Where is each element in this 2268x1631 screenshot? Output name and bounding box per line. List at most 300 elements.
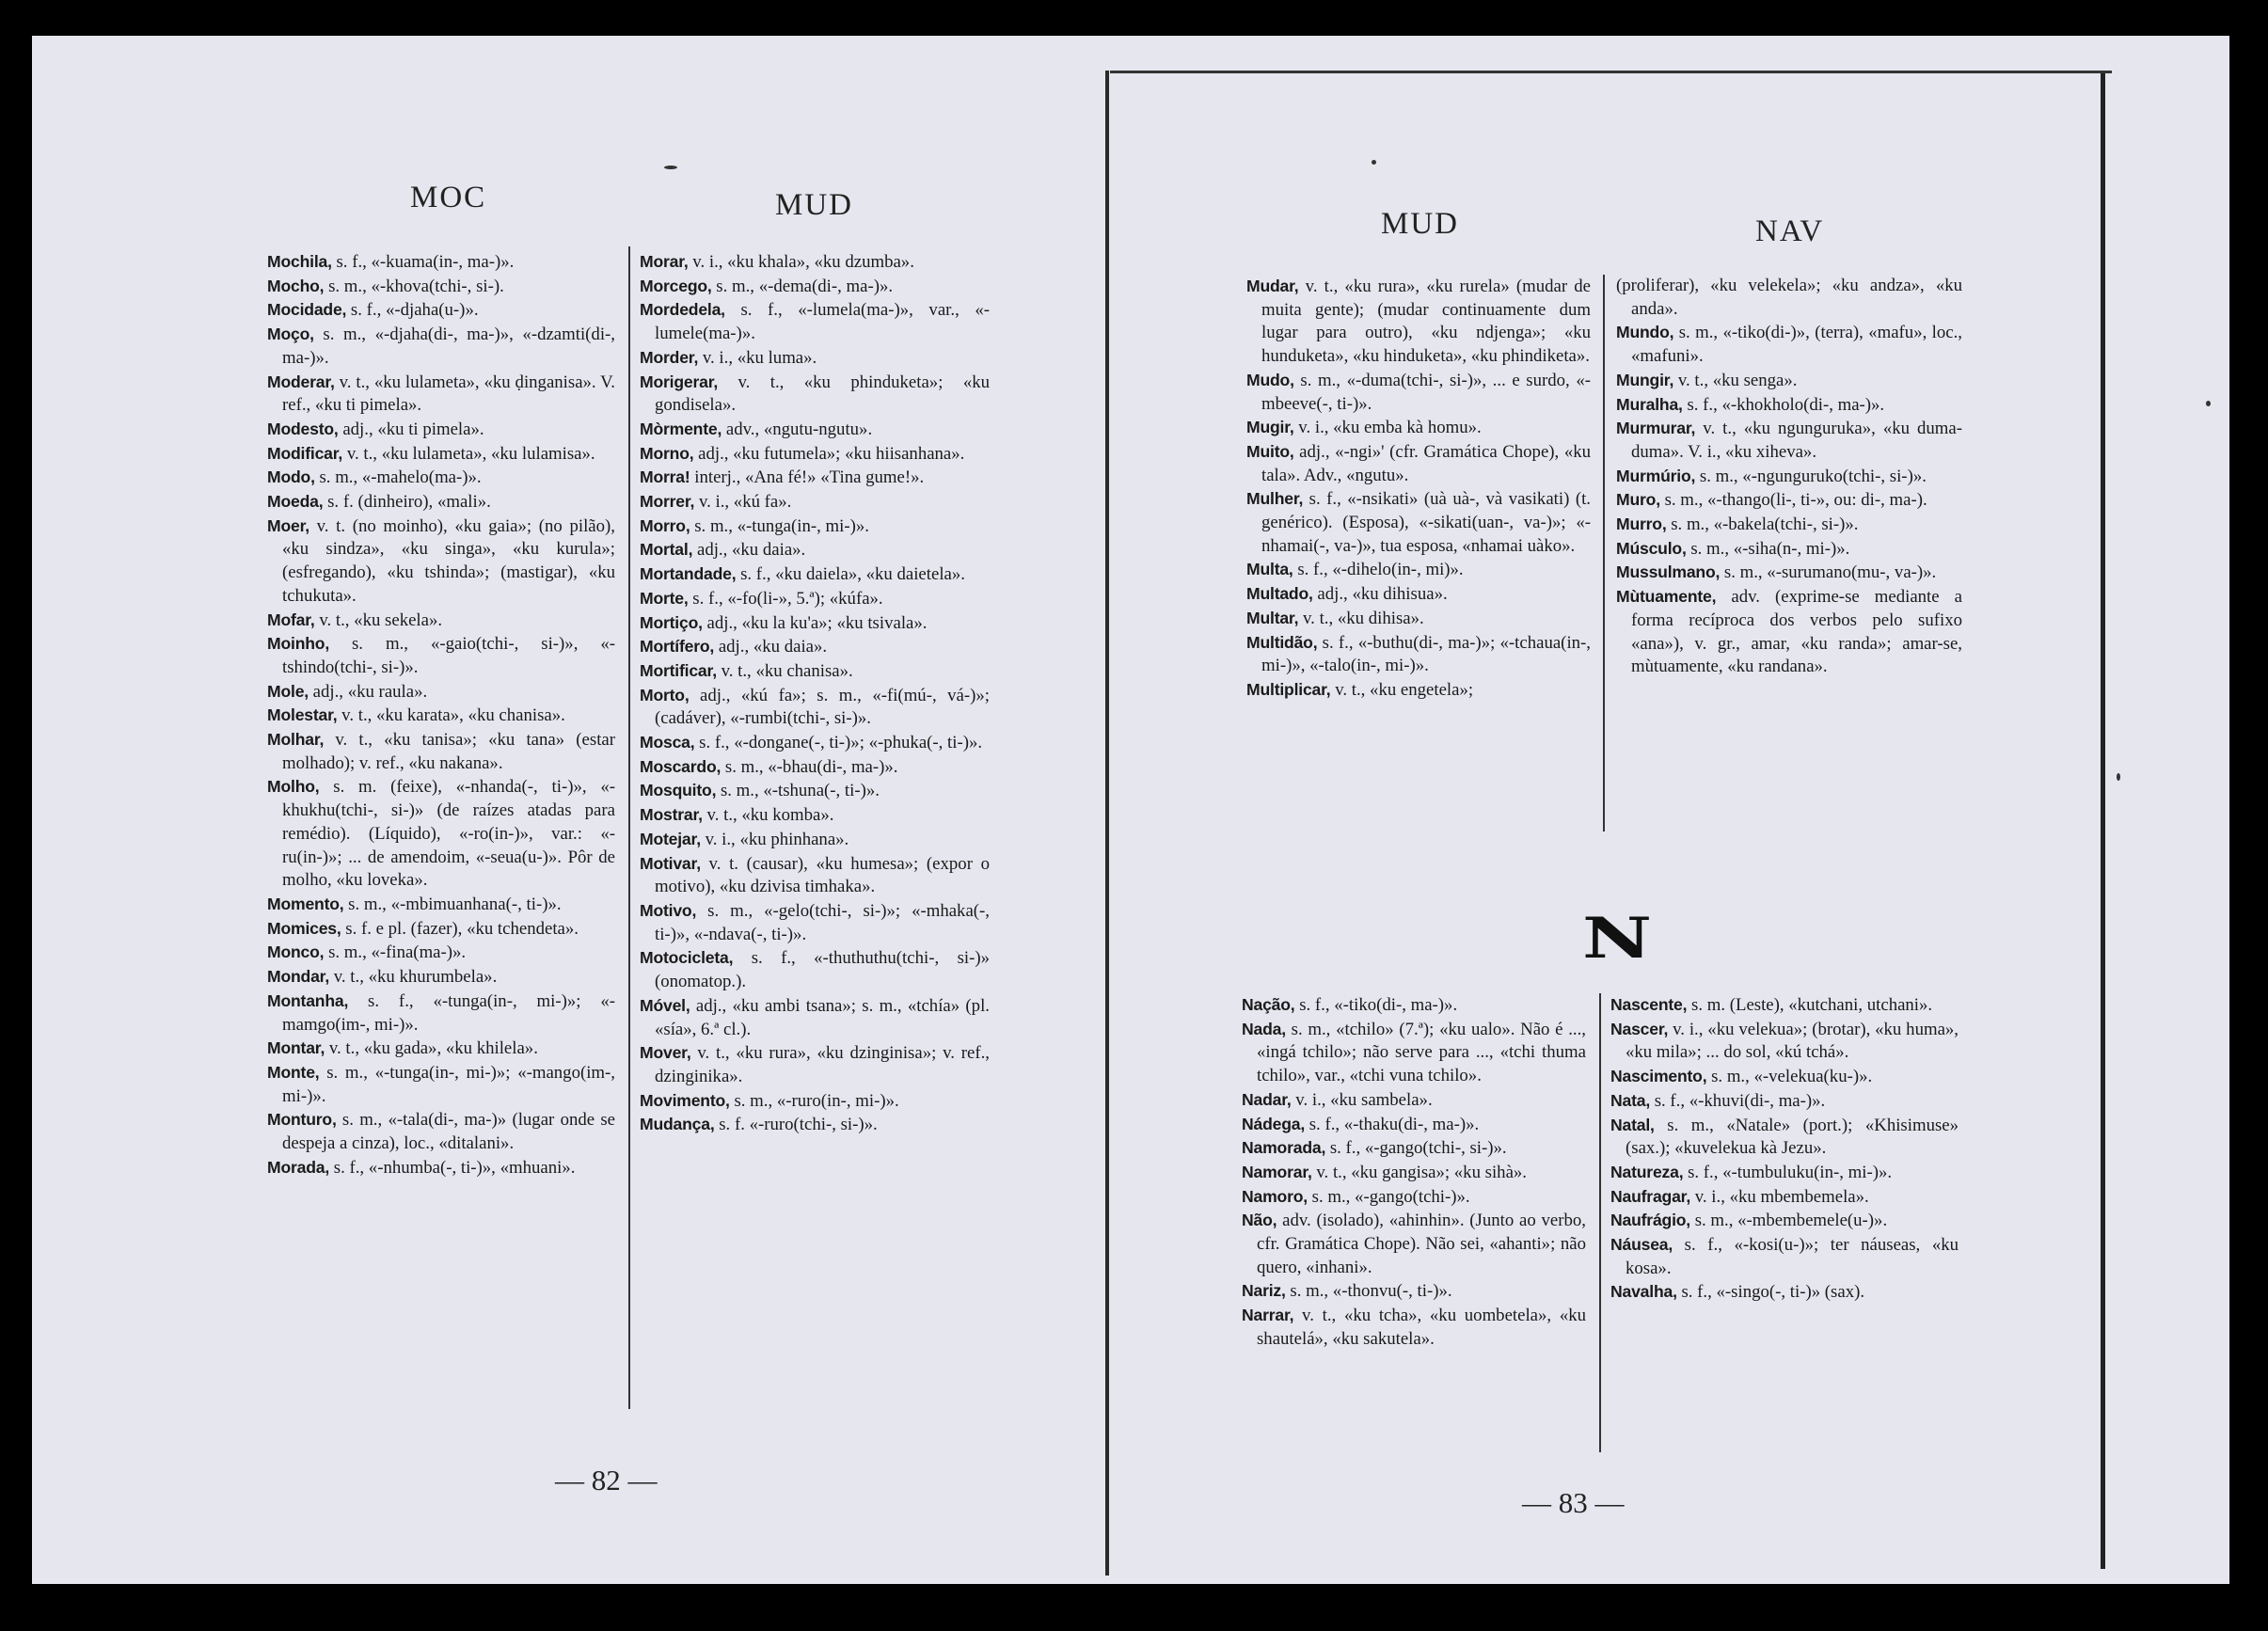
entry-headword: Muralha, xyxy=(1616,394,1683,414)
entry-headword: Mortandade, xyxy=(640,564,737,584)
entry-definition: v. i., «ku emba kà homu». xyxy=(1293,418,1482,438)
dictionary-entry xyxy=(1242,1185,1586,1210)
dictionary-entry xyxy=(640,1041,990,1088)
page-83 xyxy=(1107,36,2229,1584)
entry-definition: s. f., «-thaku(di-, ma-)». xyxy=(1305,1114,1480,1134)
entry-headword: Nádega, xyxy=(1242,1114,1306,1133)
entry-definition: v. t., «ku chanisa». xyxy=(716,660,853,681)
dictionary-entry xyxy=(1610,1018,1959,1065)
dictionary-entry xyxy=(1246,558,1591,582)
dictionary-entry xyxy=(1242,1161,1586,1185)
dictionary-entry xyxy=(640,346,990,371)
dictionary-entry xyxy=(267,298,615,323)
dictionary-entry xyxy=(267,990,615,1037)
entry-headword: Namorada, xyxy=(1242,1138,1326,1158)
dictionary-entry xyxy=(267,680,615,705)
entry-definition: s. m., «-dema(di-, ma-)». xyxy=(711,276,894,296)
entry-headword: Moer, xyxy=(267,515,309,535)
dictionary-entry xyxy=(1246,440,1591,487)
entry-definition: s. f. «-ruro(tchi-, si-)». xyxy=(714,1115,878,1135)
entry-headword: Mòrmente, xyxy=(640,419,722,438)
entry-headword: Mudar, xyxy=(1246,277,1299,295)
dictionary-entry xyxy=(640,828,990,852)
dictionary-entry xyxy=(1246,582,1591,607)
entry-definition: s. m., «-surumano(mu-, va-)». xyxy=(1720,562,1937,583)
dictionary-entry xyxy=(1246,631,1591,678)
entry-definition: s. m., «-tiko(di-)», (terra), «mafu», loc., «mafuni». xyxy=(1631,323,1962,367)
entry-definition: s. m., «-mbimuanhana(-, ti-)». xyxy=(343,894,562,914)
dictionary-entry xyxy=(640,418,990,442)
entry-headword: Mudança, xyxy=(640,1115,715,1134)
dictionary-entry xyxy=(267,1037,615,1061)
entry-headword: Mocho, xyxy=(267,276,325,295)
entry-definition: v. t., «ku senga». xyxy=(1673,370,1798,390)
entry-headword: Morte, xyxy=(640,588,689,608)
entry-definition: s. f. e pl. (fazer), «ku tchendeta». xyxy=(341,918,579,939)
entry-headword: Momices, xyxy=(267,918,341,938)
dictionary-entry xyxy=(1246,487,1591,558)
entry-headword: Multa, xyxy=(1246,560,1293,579)
entry-definition: v. t., «ku dihisa». xyxy=(1298,608,1424,628)
entry-definition: adj., «ku la ku'a»; «ku tsivala». xyxy=(702,612,928,633)
dictionary-entry xyxy=(1616,488,1962,513)
entry-headword: Não, xyxy=(1242,1211,1277,1230)
entry-headword: Morigerar, xyxy=(640,372,719,391)
entry-headword: Mungir, xyxy=(1616,370,1674,389)
entry-definition: s. f., «-tunga(in-, mi-)»; «-mamgo(im-, mi-)». xyxy=(282,990,615,1035)
dictionary-entry xyxy=(1616,275,1962,321)
dictionary-entry xyxy=(1610,1161,1959,1185)
dictionary-entry xyxy=(640,515,990,539)
entry-definition: s. m., «-djaha(di-, ma-)», «-dzamti(di-, ma-)». xyxy=(282,325,615,368)
entry-definition: v. t., «ku lulameta», «ku lulamisa». xyxy=(342,443,595,464)
dictionary-entry xyxy=(640,659,990,684)
right-header-first-word: MUD xyxy=(1381,207,1460,241)
entry-definition: s. f., «-tiko(di-, ma-)». xyxy=(1294,995,1458,1015)
entry-headword: Mortífero, xyxy=(640,637,715,657)
dictionary-entry xyxy=(1246,678,1591,703)
entry-headword: Muro, xyxy=(1616,490,1660,510)
dictionary-entry xyxy=(640,587,990,611)
entry-definition: v. t., «ku rura», «ku dzinginisa»; v. ref., dzinginika». xyxy=(655,1043,990,1086)
left-column-2 xyxy=(640,250,990,1137)
frame-line-top xyxy=(1110,71,2112,73)
dictionary-entry xyxy=(267,250,615,275)
entry-definition: s. m., «-duma(tchi-, si-)», ... e surdo, «-mbeeve(-, ti-)». xyxy=(1261,370,1591,414)
entry-headword: Narrar, xyxy=(1242,1306,1294,1325)
dictionary-entry xyxy=(267,466,615,490)
entry-headword: Murro, xyxy=(1616,515,1667,534)
dictionary-entry xyxy=(640,562,990,587)
dictionary-entry xyxy=(1616,369,1962,393)
dictionary-entry xyxy=(1242,1018,1586,1088)
entry-definition: s. m., «-mbembemele(u-)». xyxy=(1690,1211,1888,1231)
entry-headword: Motocicleta, xyxy=(640,948,734,968)
page-spine xyxy=(1105,71,1109,1576)
entry-definition: s. f., «-dihelo(in-, mi)». xyxy=(1293,560,1464,580)
entry-definition: s. f. (dinheiro), «mali». xyxy=(323,492,491,513)
dictionary-entry xyxy=(1616,561,1962,585)
entry-definition: adj., «ku dihisua». xyxy=(1312,584,1448,605)
entry-definition: s. m., «-tala(di-, ma-)» (lugar onde se despeja a cinza), loc., «ditalani». xyxy=(282,1110,615,1154)
entry-definition: s. f., «-khuvi(di-, ma-)». xyxy=(1650,1090,1826,1111)
entry-headword: Mortal, xyxy=(640,540,693,560)
dictionary-entry xyxy=(640,1113,990,1137)
entry-headword: Momento, xyxy=(267,894,344,913)
dictionary-entry xyxy=(640,298,990,345)
entry-definition: v. t., «ku engetela»; xyxy=(1330,679,1474,700)
entry-headword: Nascente, xyxy=(1610,995,1688,1014)
dictionary-entry xyxy=(640,684,990,731)
dictionary-entry xyxy=(1610,1065,1959,1089)
entry-headword: Nada, xyxy=(1242,1019,1286,1038)
entry-headword: Modesto, xyxy=(267,419,339,438)
entry-definition: v. t., «ku lulameta», «ku ḍinganisa». V. ref., «ku ti pimela». xyxy=(282,372,615,416)
entry-headword: Natureza, xyxy=(1610,1162,1684,1181)
entry-definition: v. t., «ku rura», «ku rurela» (mudar de muita gente); (mudar continuamente dum lugar para outro), «ku ndjenga»; «ku hunduketa», «ku hinduketa», «ku phindiketa». xyxy=(1261,277,1591,367)
dictionary-entry xyxy=(1242,1136,1586,1161)
entry-headword: Moderar, xyxy=(267,372,335,391)
entry-definition: v. t., «ku karata», «ku chanisa». xyxy=(337,705,565,726)
dictionary-entry xyxy=(267,632,615,679)
entry-definition: v. t., «ku sekela». xyxy=(314,610,443,630)
entry-headword: Mover, xyxy=(640,1043,691,1063)
entry-definition: s. f., «-fo(li-», 5.ª); «kúfa». xyxy=(688,588,883,609)
dictionary-entry xyxy=(267,371,615,418)
dictionary-entry xyxy=(267,1156,615,1180)
dictionary-entry xyxy=(1610,1185,1959,1210)
entry-headword: Mudo, xyxy=(1246,370,1294,389)
scan-speck xyxy=(1372,160,1376,165)
entry-headword: Moscardo, xyxy=(640,756,722,776)
entry-definition: interj., «Ana fé!» «Tina gume!». xyxy=(690,467,925,488)
entry-definition: s. m., «Natale» (port.); «Khisimuse» (sax.); «kuvelekua kà Jezu». xyxy=(1626,1115,1959,1159)
entry-headword: Morar, xyxy=(640,252,689,271)
entry-headword: Montar, xyxy=(267,1038,325,1058)
entry-headword: Nadar, xyxy=(1242,1089,1292,1109)
dictionary-entry xyxy=(640,466,990,490)
entry-definition: s. f., «-nsikati» (uà uà-, và vasikati) (t. genérico). (Esposa), «-sikati(uan-, va-)»; «-nhamai(-, va-)», tua esposa, «nhamai uàko». xyxy=(1261,489,1591,556)
entry-definition: s. f., «-lumela(ma-)», var., «-lumele(ma-)». xyxy=(655,300,990,344)
dictionary-entry xyxy=(1242,993,1586,1018)
dictionary-entry xyxy=(1610,1233,1959,1280)
column-divider-bottom xyxy=(1599,993,1601,1452)
dictionary-entry xyxy=(640,275,990,299)
entry-headword: Motivo, xyxy=(640,900,697,920)
dictionary-entry xyxy=(1610,1114,1959,1161)
entry-headword: Mussulmano, xyxy=(1616,562,1721,582)
entry-definition: s. m., «-gelo(tchi-, si-)»; «-mhaka(-, ti-)», «-ndava(-, ti-)». xyxy=(655,900,990,944)
dictionary-entry xyxy=(1242,1113,1586,1137)
dictionary-entry xyxy=(267,941,615,965)
dictionary-entry xyxy=(1610,993,1959,1018)
entry-definition: v. i., «ku khala», «ku dzumba». xyxy=(688,252,914,272)
dictionary-entry xyxy=(640,442,990,467)
dictionary-entry xyxy=(640,731,990,755)
scan-speck xyxy=(2117,773,2120,781)
entry-definition: s. f., «-gango(tchi-, si-)». xyxy=(1325,1138,1507,1159)
right-column-2-bottom xyxy=(1610,993,1959,1305)
entry-headword: Modificar, xyxy=(267,443,343,463)
dictionary-entry xyxy=(640,1089,990,1114)
entry-definition: v. t., «ku gada», «ku khilela». xyxy=(325,1038,538,1059)
dictionary-entry xyxy=(1610,1089,1959,1114)
dictionary-entry xyxy=(640,994,990,1041)
entry-definition: (proliferar), «ku velekela»; «ku andza», «ku anda». xyxy=(1616,276,1962,319)
dictionary-entry xyxy=(1246,416,1591,440)
dictionary-entry xyxy=(640,538,990,562)
entry-headword: Mortiço, xyxy=(640,612,703,632)
dictionary-entry xyxy=(267,965,615,990)
entry-headword: Namorar, xyxy=(1242,1162,1312,1181)
entry-definition: v. t., «ku tanisa»; «ku tana» (estar molhado); v. ref., «ku nakana». xyxy=(282,730,615,773)
right-header-last-word: NAV xyxy=(1755,214,1825,248)
entry-definition: s. m., «-mahelo(ma-)». xyxy=(314,467,482,488)
entry-definition: s. m. (feixe), «-nhanda(-, ti-)», «-khukhu(tchi-, si-)» (de raízes atadas para remédio). (Líquido), «-ro(in-)», var.: «-ru(in-)»; ... de amendoim, «-seua(u-)». Pôr de molho, «ku loveka». xyxy=(282,777,615,891)
dictionary-entry xyxy=(1246,275,1591,369)
entry-headword: Molestar, xyxy=(267,705,338,725)
entry-definition: s. m., «-velekua(ku-)». xyxy=(1706,1067,1873,1087)
dictionary-entry xyxy=(1616,417,1962,464)
entry-definition: s. m., «-gango(tchi-)». xyxy=(1307,1186,1470,1207)
entry-headword: Morder, xyxy=(640,347,699,367)
dictionary-entry xyxy=(1610,1280,1959,1305)
entry-definition: v. t., «ku phinduketa»; «ku gondisela». xyxy=(655,372,990,416)
entry-headword: Mosca, xyxy=(640,733,695,752)
entry-definition: adj., «-ngi»' (cfr. Gramática Chope), «ku tala». Adv., «ngutu». xyxy=(1261,441,1591,485)
entry-definition: adj., «kú fa»; s. m., «-fi(mú-, vá-)»; (cadáver), «-rumbi(tchi-, si-)». xyxy=(655,685,990,729)
entry-definition: s. m., «-bakela(tchi-, si-)». xyxy=(1666,515,1859,535)
entry-definition: s. m., «-fina(ma-)». xyxy=(324,942,467,963)
entry-headword: Multar, xyxy=(1246,608,1299,627)
section-letter-n: N xyxy=(1582,906,1653,972)
entry-definition: v. t., «ku komba». xyxy=(702,805,834,826)
dictionary-entry xyxy=(1616,321,1962,368)
dictionary-entry xyxy=(1616,393,1962,418)
entry-headword: Nação, xyxy=(1242,995,1295,1014)
entry-definition: s. m., «-thango(li-, ti-», ou: di-, ma-). xyxy=(1659,490,1927,511)
entry-definition: s. m., «-bhau(di-, ma-)». xyxy=(721,756,898,777)
entry-definition: s. m., «-ruro(in-, mi-)». xyxy=(729,1090,899,1111)
dictionary-entry xyxy=(640,946,990,993)
entry-definition: s. f., «-buthu(di-, ma-)»; «-tchaua(in-, mi-)», «-talo(in-, mi-)». xyxy=(1261,632,1591,676)
entry-headword: Muito, xyxy=(1246,441,1294,461)
left-header-last-word: MUD xyxy=(775,188,854,222)
dictionary-entry xyxy=(267,893,615,917)
dictionary-entry xyxy=(640,250,990,275)
dictionary-entry xyxy=(640,490,990,515)
dictionary-entry xyxy=(1242,1209,1586,1279)
entry-headword: Mugir, xyxy=(1246,418,1294,437)
dictionary-entry xyxy=(267,728,615,775)
entry-definition: adv. (exprime-se mediante a forma recíproca dos verbos pelo sufixo «ana»), v. gr., amar, «ku randa»; amar-se, mùtuamente, «ku randana». xyxy=(1631,587,1962,677)
dictionary-entry xyxy=(267,418,615,442)
dictionary-entry xyxy=(267,609,615,633)
entry-headword: Monturo, xyxy=(267,1110,337,1130)
entry-headword: Náusea, xyxy=(1610,1235,1673,1255)
entry-definition: s. m., «-tshuna(-, ti-)». xyxy=(716,781,880,801)
entry-headword: Morcego, xyxy=(640,276,712,295)
left-column-1 xyxy=(267,250,615,1180)
entry-headword: Naufrágio, xyxy=(1610,1211,1690,1230)
entry-definition: adv., «ngutu-ngutu». xyxy=(722,419,873,439)
entry-headword: Mosquito, xyxy=(640,781,717,800)
dictionary-entry xyxy=(267,1108,615,1155)
entry-definition: s. f., «-thuthuthu(tchi-, si-)» (onomatop.). xyxy=(655,948,990,992)
entry-headword: Nascimento, xyxy=(1610,1067,1707,1086)
entry-headword: Morrer, xyxy=(640,492,695,512)
entry-headword: Moço, xyxy=(267,325,314,344)
entry-definition: s. f., «-kosi(u-)»; ter náuseas, «ku kosa». xyxy=(1626,1235,1959,1278)
dictionary-entry xyxy=(267,490,615,515)
entry-headword: Multidão, xyxy=(1246,632,1318,652)
entry-definition: v. i., «kú fa». xyxy=(694,492,792,513)
entry-headword: Namoro, xyxy=(1242,1186,1308,1206)
entry-definition: s. f., «-kuama(in-, ma-)». xyxy=(331,252,515,272)
column-divider-top xyxy=(1603,275,1605,831)
entry-headword: Montanha, xyxy=(267,990,349,1010)
entry-definition: s. f., «-dongane(-, ti-)»; «-phuka(-, ti-)». xyxy=(694,733,983,753)
dictionary-entry xyxy=(640,779,990,803)
entry-headword: Molhar, xyxy=(267,730,325,750)
entry-headword: Navalha, xyxy=(1610,1282,1677,1302)
entry-definition: v. t., «ku ngunguruka», «ku duma-duma». V. i., «ku xiheva». xyxy=(1631,419,1962,462)
entry-definition: s. m., «-ngunguruko(tchi-, si-)». xyxy=(1695,466,1927,486)
entry-definition: s. f., «-djaha(u-)». xyxy=(346,300,479,321)
dictionary-entry xyxy=(1616,585,1962,679)
entry-definition: v. t. (no moinho), «ku gaia»; (no pilão), «ku sindza», «ku singa», «ku kurula»; (esfregando), «ku tshinda»; (mastigar), «ku tchukuta». xyxy=(282,515,615,606)
dictionary-entry xyxy=(1242,1088,1586,1113)
dictionary-entry xyxy=(1616,537,1962,562)
entry-definition: s. m., «tchilo» (7.ª); «ku ualo». Não é ..., «ingá tchilo»; não serve para ..., «tchi thuma tchilo», var., «tchi vuna tchilo». xyxy=(1257,1019,1586,1086)
dictionary-entry xyxy=(267,275,615,299)
entry-definition: s. m., «-tunga(in-, mi-)»; «-mango(im-, mi-)». xyxy=(282,1062,615,1106)
entry-definition: v. i., «ku velekua»; (brotar), «ku huma», «ku mila»; ... do sol, «kú tchá». xyxy=(1626,1019,1959,1063)
entry-headword: Móvel, xyxy=(640,995,690,1015)
entry-headword: Motivar, xyxy=(640,853,701,873)
entry-definition: s. m., «-tunga(in-, mi-)». xyxy=(690,515,869,536)
entry-headword: Mundo, xyxy=(1616,323,1674,342)
entry-headword: Mostrar, xyxy=(640,805,703,825)
dictionary-entry xyxy=(267,775,615,893)
scan-speck xyxy=(664,166,677,169)
entry-headword: Músculo, xyxy=(1616,538,1687,558)
entry-definition: v. t., «ku gangisa»; «ku sihà». xyxy=(1311,1162,1527,1182)
dictionary-entry xyxy=(267,917,615,942)
entry-headword: Monte, xyxy=(267,1062,320,1082)
dictionary-entry xyxy=(1242,1304,1586,1351)
dictionary-entry xyxy=(1242,1279,1586,1304)
entry-definition: v. i., «ku mbembemela». xyxy=(1690,1186,1869,1207)
entry-headword: Multiplicar, xyxy=(1246,679,1331,699)
entry-definition: adj., «ku raula». xyxy=(308,681,428,702)
entry-definition: s. m., «-khova(tchi-, si-). xyxy=(324,276,504,296)
entry-definition: adj., «ku ambi tsana»; s. m., «tchía» (pl. «sía», 6.ª cl.). xyxy=(655,995,990,1039)
entry-definition: s. f., «-tumbuluku(in-, mi-)». xyxy=(1683,1162,1893,1182)
entry-headword: Molho, xyxy=(267,777,320,797)
page-number-82: — 82 — xyxy=(555,1464,658,1496)
entry-headword: Mofar, xyxy=(267,610,315,629)
dictionary-entry xyxy=(640,635,990,659)
entry-definition: s. f., «-khokholo(di-, ma-)». xyxy=(1682,394,1885,415)
entry-headword: Nariz, xyxy=(1242,1281,1286,1301)
entry-headword: Mùtuamente, xyxy=(1616,587,1717,607)
entry-headword: Natal, xyxy=(1610,1115,1655,1134)
entry-definition: adj., «ku daia». xyxy=(692,540,806,561)
entry-definition: s. m. (Leste), «kutchani, utchani». xyxy=(1687,995,1933,1015)
entry-headword: Mole, xyxy=(267,681,309,701)
dictionary-entry xyxy=(267,323,615,370)
entry-headword: Morro, xyxy=(640,515,690,535)
dictionary-entry xyxy=(640,852,990,899)
entry-headword: Murmúrio, xyxy=(1616,466,1696,485)
scan-speck xyxy=(2206,401,2211,406)
dictionary-entry xyxy=(640,611,990,636)
page-number-83: — 83 — xyxy=(1522,1486,1625,1519)
entry-definition: v. i., «ku luma». xyxy=(698,347,817,368)
dictionary-entry xyxy=(640,755,990,780)
entry-definition: s. f., «ku daiela», «ku daietela». xyxy=(736,564,965,585)
dictionary-entry xyxy=(1246,369,1591,416)
entry-headword: Naufragar, xyxy=(1610,1186,1691,1206)
dictionary-entry xyxy=(1616,513,1962,537)
dictionary-entry xyxy=(1246,607,1591,631)
left-header-first-word: MOC xyxy=(410,181,487,214)
entry-headword: Multado, xyxy=(1246,584,1313,604)
dictionary-entry xyxy=(1616,465,1962,489)
right-column-1-bottom xyxy=(1242,993,1586,1352)
entry-headword: Monco, xyxy=(267,942,325,962)
dictionary-entry xyxy=(267,704,615,728)
entry-definition: s. f., «-singo(-, ti-)» (sax). xyxy=(1676,1282,1865,1303)
right-column-2-top xyxy=(1616,275,1962,679)
dictionary-entry xyxy=(267,1061,615,1108)
entry-headword: Murmurar, xyxy=(1616,419,1696,438)
entry-headword: Moinho, xyxy=(267,634,330,654)
dictionary-entry xyxy=(640,371,990,418)
entry-definition: adj., «ku daia». xyxy=(714,637,828,657)
entry-definition: v. i., «ku sambela». xyxy=(1291,1089,1433,1110)
entry-definition: adv. (isolado), «ahinhin». (Junto ao verbo, cfr. Gramática Chope). Não sei, «ahanti»; não quero, «inhani». xyxy=(1257,1211,1586,1277)
entry-headword: Motejar, xyxy=(640,829,701,848)
entry-headword: Mordedela, xyxy=(640,300,725,320)
entry-headword: Mondar, xyxy=(267,967,330,987)
entry-headword: Morada, xyxy=(267,1157,330,1177)
frame-line-right xyxy=(2101,73,2105,1569)
entry-headword: Morto, xyxy=(640,685,690,705)
dictionary-entry xyxy=(267,515,615,609)
entry-headword: Nata, xyxy=(1610,1090,1651,1110)
entry-headword: Moeda, xyxy=(267,492,324,512)
entry-definition: s. f., «-nhumba(-, ti-)», «mhuani». xyxy=(329,1157,576,1178)
right-column-1-top xyxy=(1246,275,1591,703)
entry-headword: Morno, xyxy=(640,443,694,463)
entry-definition: s. m., «-gaio(tchi-, si-)», «-tshindo(tchi-, si-)». xyxy=(282,634,615,677)
dictionary-entry xyxy=(267,442,615,467)
entry-definition: v. t., «ku tcha», «ku uombetela», «ku shautelá», «ku sakutela». xyxy=(1257,1306,1586,1349)
entry-headword: Mochila, xyxy=(267,252,332,271)
entry-definition: v. i., «ku phinhana». xyxy=(700,829,849,849)
entry-headword: Mocidade, xyxy=(267,300,347,320)
dictionary-entry xyxy=(640,899,990,946)
entry-definition: s. m., «-thonvu(-, ti-)». xyxy=(1285,1281,1452,1302)
entry-headword: Movimento, xyxy=(640,1090,730,1110)
entry-definition: adj., «ku futumela»; «ku hiisanhana». xyxy=(693,443,965,464)
entry-definition: v. t. (causar), «ku humesa»; (expor o motivo), «ku dzivisa timhaka». xyxy=(655,853,990,897)
entry-definition: v. t., «ku khurumbela». xyxy=(329,967,498,988)
entry-headword: Mortificar, xyxy=(640,660,717,680)
entry-headword: Nascer, xyxy=(1610,1019,1669,1038)
